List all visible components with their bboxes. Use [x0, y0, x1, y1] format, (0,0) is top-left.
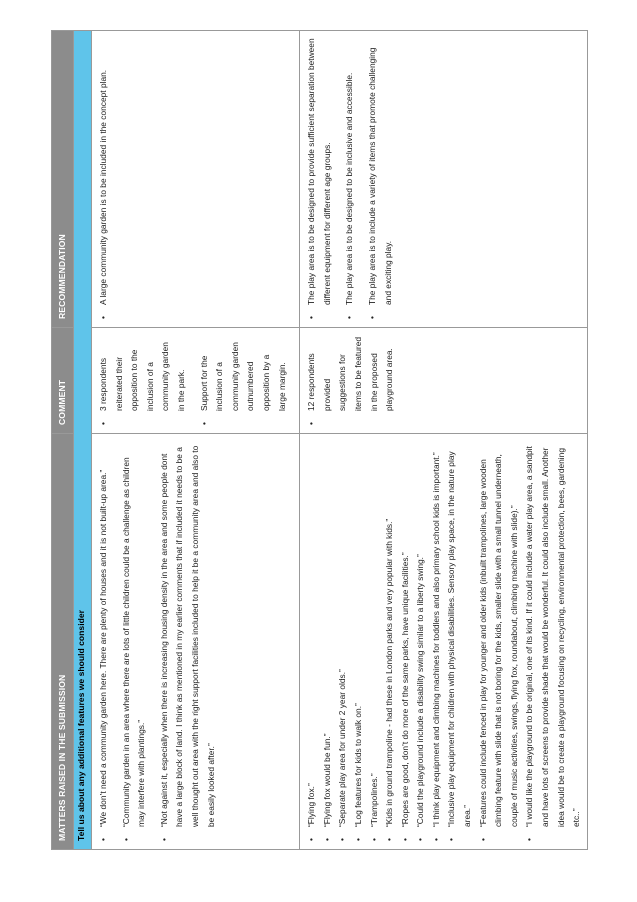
matters-cell — [300, 434, 588, 850]
list-item: • “Flying fox would be fun.” — [320, 440, 336, 841]
list-item: • A large community garden is to be included in the concept plan. — [96, 37, 112, 319]
table-row — [92, 31, 300, 850]
list-item: • “I would like the playground to be original, one of its kind. If it could include a water play area, a sandpit and have lots of screens to provide shade that would be wonderful. It could also include small. Another idea would be to create a playground focusing on recycling, environmental protection, bees, gardening etc..” — [522, 440, 584, 841]
list-item: • The play area is to be designed to provide sufficient separation between different equipment for different age groups. — [304, 37, 335, 319]
list-item: • “I think play equipment and climbing machines for toddlers and also primary school kids is important.” — [429, 440, 445, 841]
list-item: • 3 respondents reiterated their opposition to the inclusion of a community garden in the park. — [96, 334, 190, 425]
list-item: • “Features could include fenced in play for younger and older kids (inbuilt trampolines, large wooden climbing feature with slide that is not boring for the kids, smaller slide with a small tunnel underneath, couple of music activities, swings, flying fox, roundabout, climbing machine with slide).” — [476, 440, 523, 841]
submission-table-rotated — [51, 31, 582, 850]
list-item: • “Separate play area for under 2 year olds.” — [335, 440, 351, 841]
list-item: • “Could the playground include a disability swing similar to a liberty swing.” — [413, 440, 429, 841]
list-item: • “Flying fox.” — [304, 440, 320, 841]
list-item: • The play area is to include a variety of items that promote challenging and exciting play. — [365, 37, 396, 319]
table-row — [300, 31, 588, 850]
comment-cell — [300, 328, 588, 434]
submissions-table — [51, 30, 588, 850]
list-item: • “Not against it, especially when there is increasing housing density in the area and some people dont have a large block of land. I think as mentioned in my earlier comments that if included it needs to be a well thought out area with the right support facilities included to help it be a community area and also to be easily looked after.” — [157, 440, 219, 841]
list-item: • “We don’t need a community garden here. There are plenty of houses and it is not built-up area.” — [96, 440, 112, 841]
list-item: • “Log features for kids to walk on.” — [351, 440, 367, 841]
list-item: • “Trampolines.” — [367, 440, 383, 841]
list-item: • “Inclusive play equipment for children with physical disabilities. Sensory play space, in the nature play area.” — [444, 440, 475, 841]
list-item: • “Ropes are good, don’t do more of the same parks, have unique facilities.” — [398, 440, 414, 841]
list-item: • “Kids in ground trampoline - had these in London parks and very popular with kids.” — [382, 440, 398, 841]
comment-cell — [92, 328, 300, 434]
header-matters: MATTERS RAISED IN THE SUBMISSION — [52, 434, 74, 850]
list-item: • 12 respondents provided suggestions for items to be featured in the proposed playground area. — [304, 334, 398, 425]
section-row — [74, 31, 92, 850]
recommendation-cell — [300, 31, 588, 328]
header-comment: COMMENT — [52, 328, 74, 434]
list-item: • The play area is to be designed to be inclusive and accessible. — [342, 37, 358, 319]
recommendation-cell — [92, 31, 300, 328]
list-item: • Support for the inclusion of a community garden outnumbered opposition by a large margin. — [197, 334, 291, 425]
header-recommendation: RECOMMENDATION — [52, 31, 74, 328]
matters-cell — [92, 434, 300, 850]
list-item: • “Community garden in an area where there are lots of little children could be a challenge as children may interfere with plantings.” — [119, 440, 150, 841]
section-title: Tell us about any additional features we should consider — [74, 31, 92, 850]
header-row — [52, 31, 74, 850]
